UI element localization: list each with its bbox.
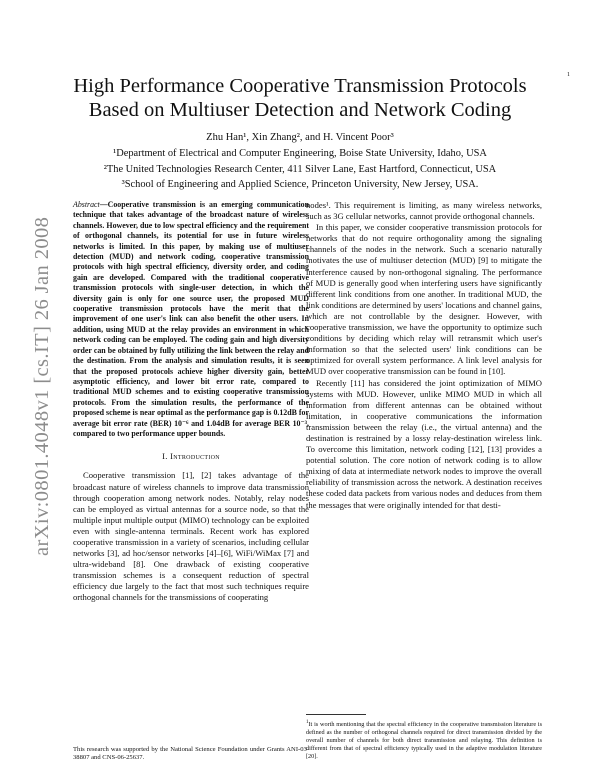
abstract-label: Abstract <box>73 200 100 209</box>
paper-title <box>60 74 540 122</box>
right-column <box>306 200 542 511</box>
right-paragraph-continuation: nodes¹. This requirement is limiting, as many wireless networks, such as 3G cellular networks, cannot provide orthogonal channels. <box>306 200 542 222</box>
section-heading-introduction: I. Introduction <box>162 451 220 462</box>
spectral-efficiency-footnote <box>306 714 542 761</box>
affiliation-2: ²The United Technologies Research Center, 411 Silver Lane, East Hartford, Connecticut, USA <box>103 163 497 175</box>
title-line-2: Based on Multiuser Detection and Network Coding <box>88 99 512 121</box>
funding-footnote: This research was supported by the National Science Foundation under Grants ANI-03-38807 and CNS-06-25637. <box>73 746 309 762</box>
affiliation-3: ³School of Engineering and Applied Science, Princeton University, New Jersey, USA. <box>121 179 479 190</box>
affiliation-1: ¹Department of Electrical and Computer Engineering, Boise State University, Idaho, USA <box>113 148 487 159</box>
abstract <box>73 200 309 439</box>
title-line-1: High Performance Cooperative Transmission Protocols <box>73 75 527 97</box>
introduction-paragraph: Cooperative transmission [1], [2] takes advantage of the broadcast nature of wireless channels to improve data transmission through cooperation among network nodes. Notably, relay nodes can be employed as virtual antennas for a source node, so that the multiple input multiple output (MIMO) technology can be exploited even with single-antenna terminals. Recent work has explored cooperative transmission in a variety of scenarios, including cellular networks [3], ad hoc/sensor networks [4]–[6], WiFi/WiMax [7] and ultra-wideband [8]. One drawback of existing cooperative transmission schemes is a consequent reduction of spectral efficiency due largely to the fact that most such techniques require orthogonal channels for the transmissions of cooperating <box>73 470 309 603</box>
footnote-marker: 1 <box>306 720 309 725</box>
author-list: Zhu Han¹, Xin Zhang², and H. Vincent Poor³ <box>206 132 394 143</box>
abstract-text: —Cooperative transmission is an emerging communication technique that takes advantage of the broadcast nature of wireless channels. However, due to low spectral efficiency and the requirement of orthogonal channels, its potential for use in future wireless networks is limited. In this paper, by making use of multiuser detection (MUD) and network coding, cooperative transmission protocols with high spectral efficiency, diversity order, and coding gain are developed. Compared with the traditional cooperative transmission protocols with single-user detection, in which the diversity gain is only for one source user, the proposed MUD cooperative transmission protocols have the merit that the improvement of one user's link can also benefit the other users. In addition, using MUD at the relay provides an environment in which network coding can be employed. The coding gain and high diversity order can be obtained by fully utilizing the link between the relay and the destination. From the analysis and simulation results, it is seen that the proposed protocols achieve higher diversity gain, better asymptotic efficiency, and lower bit error rate, compared to traditional MUD schemes and to existing cooperative transmission protocols. From the simulation results, the performance of the proposed scheme is near optimal as the performance gap is 0.12dB for average bit error rate (BER) 10⁻⁶ and 1.04dB for average BER 10⁻³, compared to two performance upper bounds. <box>73 200 309 438</box>
arxiv-identifier-stamp: arXiv:0801.4048v1 [cs.IT] 26 Jan 2008 <box>31 216 53 556</box>
footnote-divider <box>306 714 366 715</box>
affiliation-list <box>60 146 540 193</box>
page-number: 1 <box>567 72 570 78</box>
right-paragraph-2: Recently [11] has considered the joint optimization of MIMO systems with MUD. However, unlike MIMO MUD in which all information from different antennas can be obtained without limitation, in cooperative communications the information transmission between the relay (i.e., the virtual antenna) and the destination is restrained by a lossy relay-destination wireless link. To overcome this limitation, network coding [12], [13] provides a potential solution. The core notion of network coding is to allow mixing of data at intermediate network nodes to improve the overall reliability of transmission across the network. A destination receives these coded data packets from various nodes and deduces from them the messages that were originally intended for that desti- <box>306 377 542 510</box>
right-paragraph-1: In this paper, we consider cooperative transmission protocols for networks that do not require orthogonality among the signaling channels of the nodes in the network. Such a scenario naturally motivates the use of multiuser detection (MUD) [9] to mitigate the interference caused by non-orthogonal signaling. The performance of MUD is generally good when interfering users have significantly different link conditions from one another. In traditional MUD, the link conditions are determined by users' locations and channel gains, which are not controllable by the designer. However, with cooperative transmission, we have the opportunity to optimize such conditions by deciding which relay will retransmit which user's information so that the selected users' link conditions can be optimized for overall system performance. A link level analysis for MUD over cooperative transmission can be found in [10]. <box>306 222 542 377</box>
left-column <box>73 200 309 604</box>
footnote-text: It is worth mentioning that the spectral efficiency in the cooperative transmission literature is defined as the number of orthogonal channels required for direct transmission divided by the overall number of channels for both direct transmission and relaying. This definition is different from that of spectral efficiency typically used in the adaptive modulation literature [20]. <box>306 721 542 760</box>
